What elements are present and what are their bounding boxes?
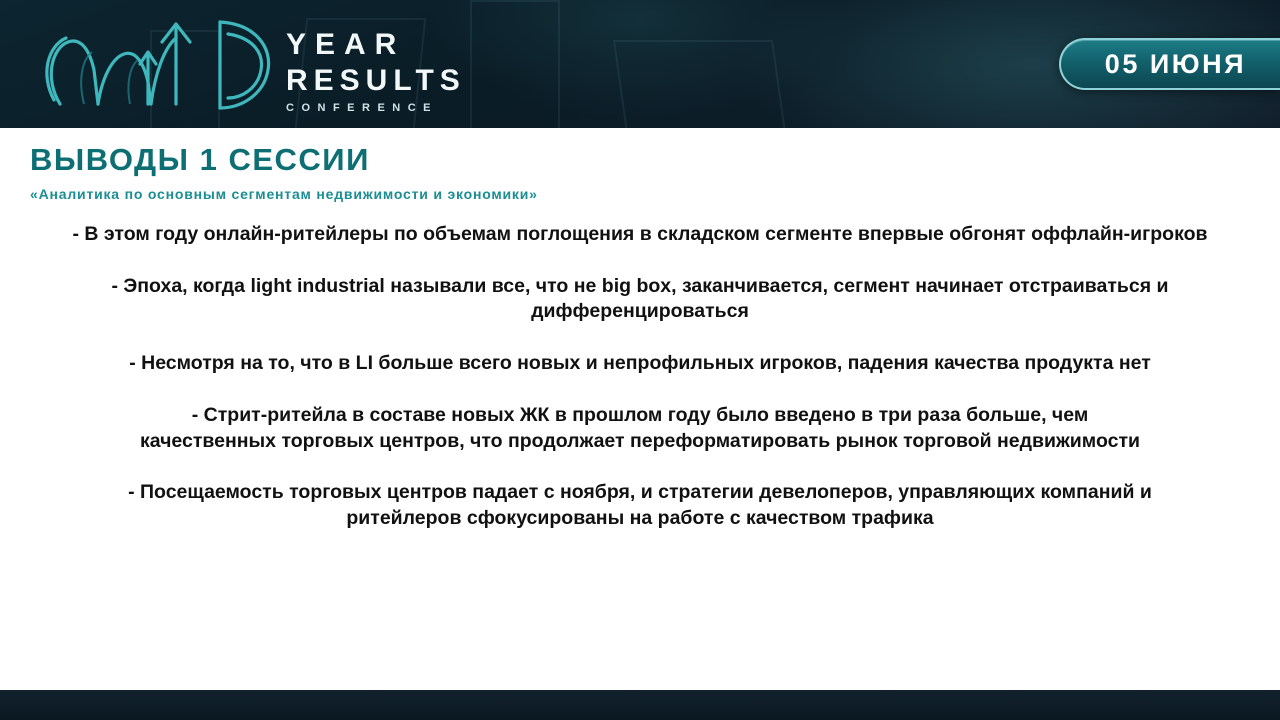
logo-line-results: RESULTS <box>286 64 466 97</box>
title-block <box>0 128 1280 202</box>
list-item: - Несмотря на то, что в LI больше всего новых и непрофильных игроков, падения качества продукта нет <box>129 352 1151 375</box>
mb-monogram-logo-icon <box>24 8 274 116</box>
logo-line-conference: CONFERENCE <box>286 102 439 114</box>
list-item: - Стрит-ритейла в составе новых ЖК в прошлом году было введено в три раза больше, чем качественных торговых центров, что продолжает переформатировать рынок торговой недвижимости <box>139 403 1141 452</box>
page-title: ВЫВОДЫ 1 СЕССИИ <box>30 142 370 177</box>
list-item: - Посещаемость торговых центров падает с ноября, и стратегии девелоперов, управляющих компаний и ритейлеров сфокусированы на работе с качеством трафика <box>128 481 1152 530</box>
conference-logo <box>24 8 484 120</box>
logo-line-year: YEAR <box>286 28 406 61</box>
list-item: - В этом году онлайн-ритейлеры по объемам поглощения в складском сегменте впервые обгонят оффлайн-игроков <box>72 223 1208 245</box>
date-badge-label: 05 ИЮНЯ <box>1104 48 1246 79</box>
page-subtitle: «Аналитика по основным сегментам недвижимости и экономики» <box>30 186 538 202</box>
logo-wordmark <box>286 30 466 114</box>
date-badge <box>1059 38 1280 90</box>
bullet-list <box>60 222 1220 532</box>
decorative-arrow-icon <box>613 40 787 128</box>
slide-footer-bar <box>0 690 1280 720</box>
slide-header <box>0 0 1280 128</box>
list-item: - Эпоха, когда light industrial называли все, что не big box, заканчивается, сегмент начинает отстраиваться и дифференцироваться <box>111 274 1169 323</box>
